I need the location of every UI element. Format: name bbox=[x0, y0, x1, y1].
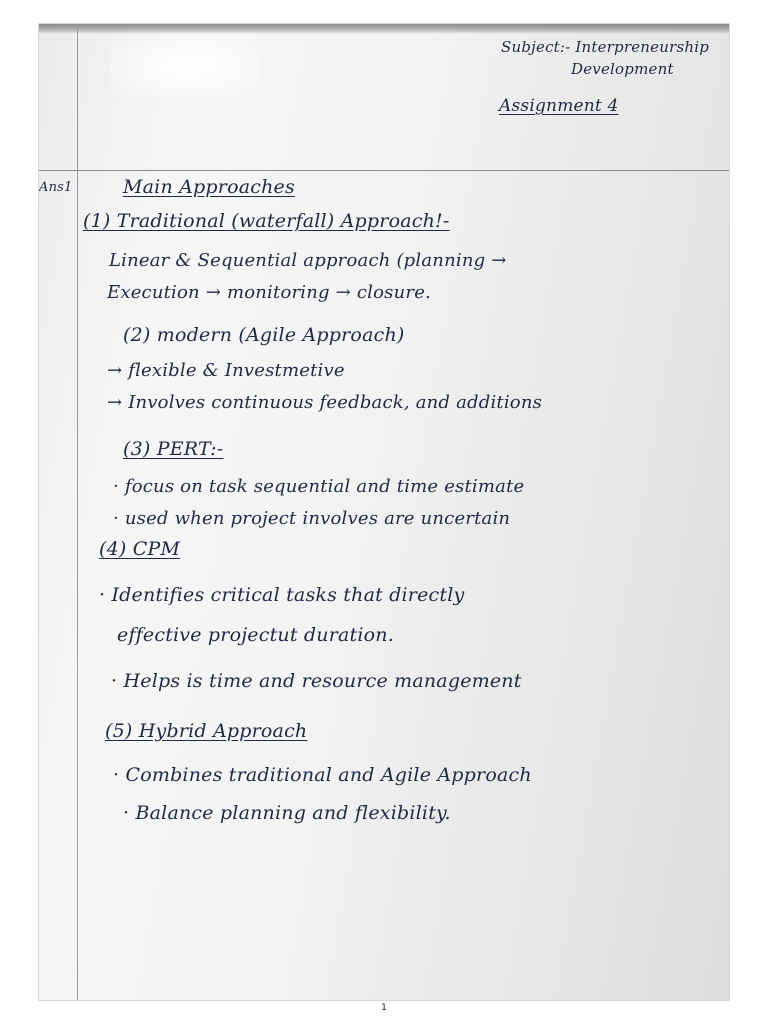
section-4-title: (4) CPM bbox=[99, 538, 181, 560]
page-number: 1 bbox=[381, 1003, 387, 1013]
page-top-shadow bbox=[39, 24, 729, 34]
section-5-line-2: · Balance planning and flexibility. bbox=[123, 802, 451, 824]
section-4-line-2: effective projectut duration. bbox=[117, 624, 394, 646]
section-2-line-1: → flexible & Investmetive bbox=[107, 360, 345, 381]
section-3-title: (3) PERT:- bbox=[123, 438, 224, 460]
section-2-line-2: → Involves continuous feedback, and additions bbox=[107, 392, 543, 413]
section-1-line-1: Linear & Sequential approach (planning → bbox=[109, 250, 507, 271]
assignment-title: Assignment 4 bbox=[499, 96, 619, 116]
section-1-title: (1) Traditional (waterfall) Approach!- bbox=[83, 210, 450, 232]
section-5-title: (5) Hybrid Approach bbox=[105, 720, 308, 742]
subject-line-1: Subject:- Interpreneurship bbox=[501, 38, 710, 56]
main-heading: Main Approaches bbox=[123, 176, 295, 198]
section-4-line-1: · Identifies critical tasks that directly bbox=[99, 584, 465, 606]
answer-label: Ans1 bbox=[39, 180, 73, 195]
redacted-area bbox=[109, 36, 259, 96]
section-3-line-1: · focus on task sequential and time estimate bbox=[113, 476, 525, 497]
section-1-line-2: Execution → monitoring → closure. bbox=[107, 282, 431, 303]
notebook-page bbox=[39, 24, 729, 1000]
header-rule bbox=[39, 170, 729, 171]
section-3-line-2: · used when project involves are uncertain bbox=[113, 508, 511, 529]
section-4-line-3: · Helps is time and resource management bbox=[111, 670, 522, 692]
section-2-title: (2) modern (Agile Approach) bbox=[123, 324, 405, 346]
section-5-line-1: · Combines traditional and Agile Approach bbox=[113, 764, 532, 786]
subject-line-2: Development bbox=[571, 60, 674, 78]
